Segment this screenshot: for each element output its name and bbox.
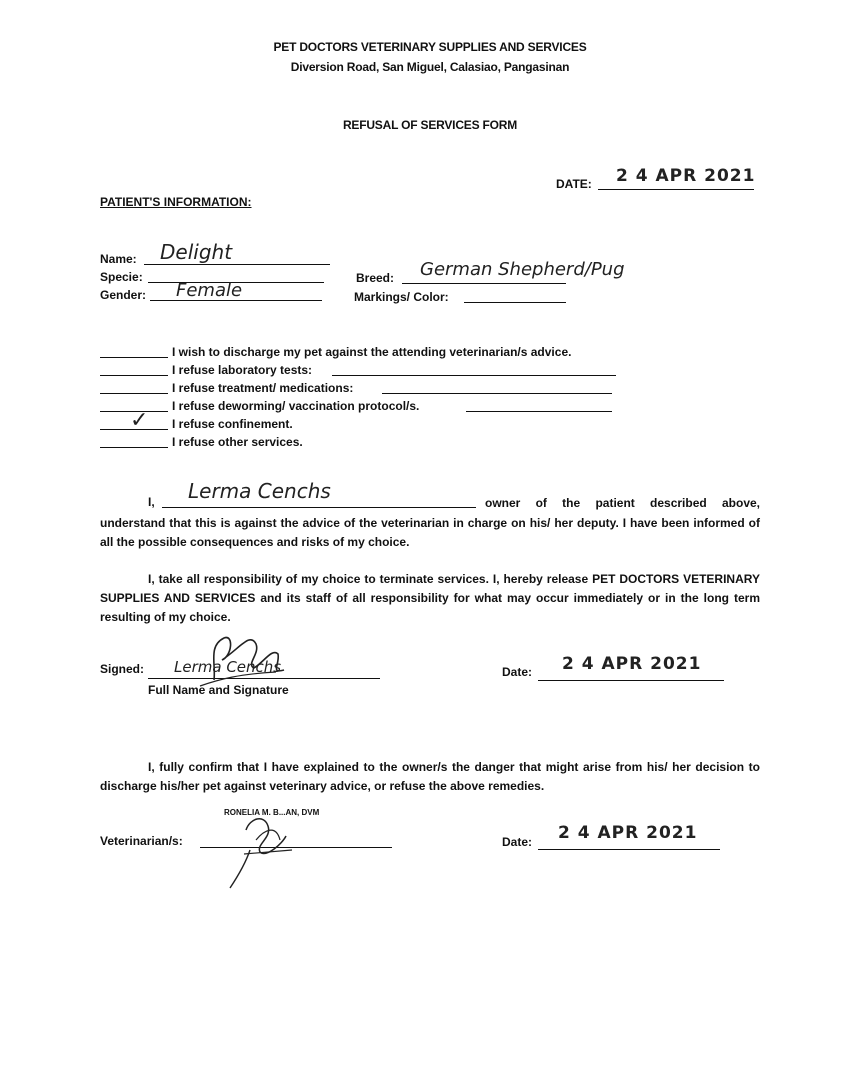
form-title: REFUSAL OF SERVICES FORM — [342, 118, 518, 132]
veterinarian-label: Veterinarian/s: — [100, 834, 183, 848]
date-label: DATE: — [556, 177, 592, 191]
clinic-address: Diversion Road, San Miguel, Calasiao, Pangasinan — [290, 60, 570, 74]
vet-statement: I, fully confirm that I have explained to the owner/s the danger that might arise from his/ her decision to discharge his/her pet against veterinary advice, or refuse the above remedies. — [100, 760, 760, 793]
markings-line — [464, 302, 566, 303]
name-line — [144, 264, 330, 265]
markings-label: Markings/ Color: — [354, 290, 449, 304]
name-value: Delight — [160, 240, 233, 264]
refusal-text: I refuse deworming/ vaccination protocol/s. — [172, 399, 420, 413]
signature-caption: Full Name and Signature — [148, 683, 289, 697]
refusal-blank[interactable] — [100, 393, 168, 394]
gender-value: Female — [176, 280, 243, 301]
signed-date-stamp: 2 4 APR 2021 — [562, 654, 702, 674]
signed-label: Signed: — [100, 662, 144, 676]
signed-date-line — [538, 680, 724, 681]
breed-line — [402, 283, 566, 284]
vet-date-label: Date: — [502, 835, 533, 849]
owner-statement: understand that this is against the advice of the veterinarian in charge on his/ her deputy. I have been informed of all the possible consequences and risks of my choice. — [100, 516, 760, 549]
refusal-blank[interactable] — [100, 357, 168, 358]
treatment-line — [382, 393, 612, 394]
owner-name: Lerma Cenchs — [188, 479, 331, 503]
refusal-blank[interactable] — [100, 447, 168, 448]
owner-name-line[interactable] — [162, 507, 476, 508]
clinic-name: PET DOCTORS VETERINARY SUPPLIES AND SERVICES — [273, 40, 587, 54]
refusal-text: I wish to discharge my pet against the attending veterinarian/s advice. — [172, 345, 572, 359]
owner-prefix: I, — [148, 495, 155, 509]
specie-label: Specie: — [100, 270, 143, 284]
patient-info-heading: PATIENT'S INFORMATION: — [100, 195, 252, 209]
date-stamp: 2 4 APR 2021 — [616, 166, 756, 186]
gender-label: Gender: — [100, 288, 147, 302]
owner-signature-name: Lerma Cenchs — [174, 658, 282, 676]
vet-stamp-text: RONELIA M. B...AN, DVM — [224, 808, 320, 817]
check-mark-icon: ✓ — [130, 408, 149, 433]
lab-tests-line — [332, 375, 616, 376]
refusal-blank[interactable] — [100, 375, 168, 376]
refusal-text: I refuse laboratory tests: — [172, 363, 313, 377]
owner-line1: owner of the patient described above, — [485, 496, 760, 510]
breed-label: Breed: — [356, 271, 395, 285]
date-line — [598, 189, 754, 190]
refusal-text: I refuse confinement. — [172, 417, 293, 431]
deworming-line — [466, 411, 612, 412]
refusal-text: I refuse treatment/ medications: — [172, 381, 354, 395]
breed-value: German Shepherd/Pug — [420, 259, 625, 280]
refusal-text: I refuse other services. — [172, 435, 303, 449]
vet-date-stamp: 2 4 APR 2021 — [558, 823, 698, 843]
signed-date-label: Date: — [502, 665, 533, 679]
release-statement: I, take all responsibility of my choice to terminate services. I, hereby release PET DOCTORS VETERINARY SUPPLIES AND SERVICES and its staff of all responsibility for what may occur immediately or in the long term resulting of my choice. — [100, 572, 760, 624]
vet-signature-scribble — [216, 800, 316, 896]
name-label: Name: — [100, 252, 137, 266]
vet-date-line — [538, 849, 720, 850]
